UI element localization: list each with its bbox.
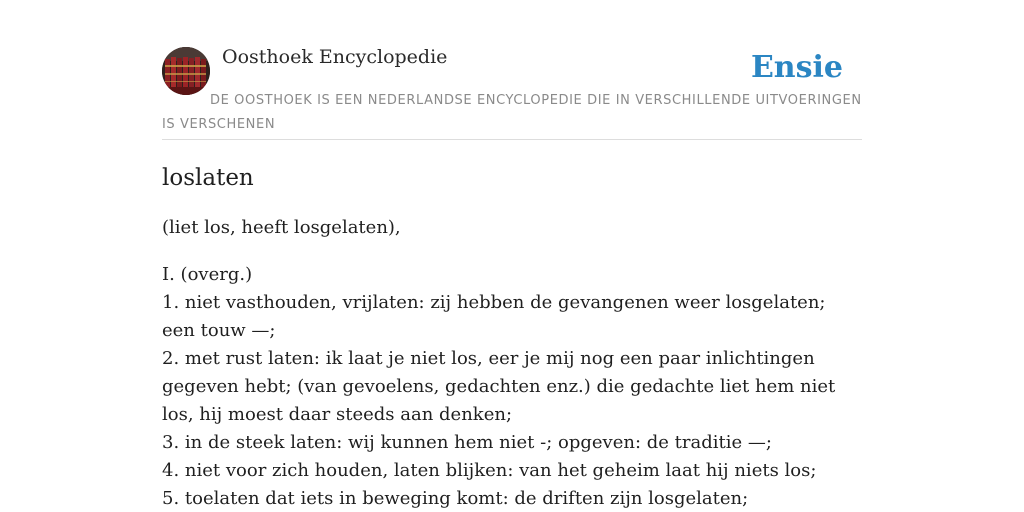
site-title[interactable]: Oosthoek Encyclopedie (222, 46, 448, 68)
sense-item: 3. in de steek laten: wij kunnen hem niet -; opgeven: de traditie —; (162, 432, 772, 453)
entry-title: loslaten (162, 165, 254, 191)
encyclopedia-avatar[interactable] (162, 47, 210, 95)
entry-senses (162, 261, 862, 512)
entry-grammar: (liet los, heeft losgelaten), (162, 217, 401, 238)
sense-item: 4. niet voor zich houden, laten blijken: van het geheim laat hij niets los; (162, 460, 817, 481)
sense-item: 2. met rust laten: ik laat je niet los, eer je mij nog een paar inlichtingen gegeven hebt; (van gevoelens, gedachten enz.) die gedachte liet hem niet los, hij moest daar steeds aan denken; (162, 348, 836, 425)
sense-item: 1. niet vasthouden, vrijlaten: zij hebben de gevangenen weer losgelaten; een touw —; (162, 292, 826, 341)
site-header (162, 0, 862, 140)
books-icon (162, 47, 210, 95)
sense-item: 5. toelaten dat iets in beweging komt: de driften zijn losgelaten; (162, 488, 749, 509)
entry-content (162, 158, 862, 512)
ensie-logo-link[interactable]: Ensie (750, 50, 843, 85)
site-tagline: DE OOSTHOEK IS EEN NEDERLANDSE ENCYCLOPEDIE DIE IN VERSCHILLENDE UITVOERINGEN IS VERSCHENEN (162, 93, 862, 132)
sense-heading: I. (overg.) (162, 264, 253, 285)
